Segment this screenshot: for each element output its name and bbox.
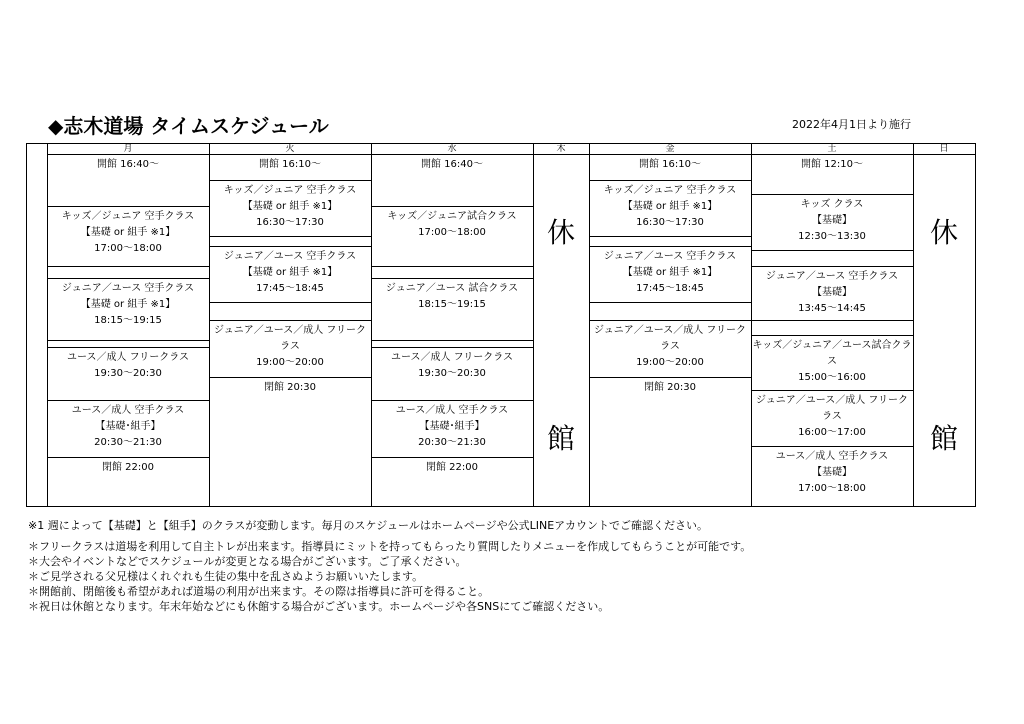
fri-slot-5-line-0: ジュニア／ユース／成人 フリークラス bbox=[593, 325, 747, 352]
mon-slot-6-line-2: 20:30～21:30 bbox=[94, 437, 162, 448]
tue-slot-5-line-2: 19:00～20:00 bbox=[256, 357, 324, 368]
fri-slot-5-line-2: 19:00～20:00 bbox=[636, 357, 704, 368]
wed-slot-3-line-0: ジュニア／ユース 試合クラス bbox=[385, 283, 519, 294]
sat-slot-6-line-2: 16:00～17:00 bbox=[798, 427, 866, 438]
fri-slot-3-line-2: 17:45～18:45 bbox=[636, 283, 704, 294]
tue-slot-6 bbox=[209, 377, 371, 506]
sat-slot-5-line-0: キッズ／ジュニア／ユース試合クラス bbox=[752, 340, 912, 367]
mon-slot-1-line-0: キッズ／ジュニア 空手クラス bbox=[61, 211, 195, 222]
mon-slot-1-line-2: 17:00～18:00 bbox=[94, 243, 162, 254]
sat-slot-0-line-0: 開館 12:10～ bbox=[801, 159, 863, 170]
sat-slot-2 bbox=[751, 250, 913, 267]
wed-slot-0 bbox=[371, 154, 533, 207]
mon-slot-1-line-1: 【基礎 or 組手 ※1】 bbox=[80, 227, 176, 238]
mon-slot-3-line-1: 【基礎 or 組手 ※1】 bbox=[80, 299, 176, 310]
sat-slot-1-line-2: 12:30～13:30 bbox=[798, 231, 866, 242]
tue-slot-1-line-1: 【基礎 or 組手 ※1】 bbox=[242, 201, 338, 212]
tue-slot-3-line-1: 【基礎 or 組手 ※1】 bbox=[242, 267, 338, 278]
tue-slot-0 bbox=[209, 154, 371, 181]
mon-slot-3-line-2: 18:15～19:15 bbox=[94, 315, 162, 326]
mon-slot-1 bbox=[47, 206, 209, 267]
day-header-wed: 水 bbox=[371, 144, 533, 155]
col-blank bbox=[27, 144, 47, 506]
fri-slot-1 bbox=[589, 180, 751, 237]
thu-closed-1: 休 bbox=[546, 216, 575, 249]
wed-slot-5-line-0: ユース／成人 フリークラス bbox=[391, 352, 513, 363]
fri-slot-5 bbox=[589, 320, 751, 378]
fri-slot-1-line-1: 【基礎 or 組手 ※1】 bbox=[622, 201, 718, 212]
mon-slot-6-line-0: ユース／成人 空手クラス bbox=[71, 405, 185, 416]
sat-slot-6 bbox=[751, 390, 913, 447]
tue-slot-4 bbox=[209, 302, 371, 321]
fri-slot-6-line-0: 閉館 20:30 bbox=[644, 382, 696, 393]
mon-slot-6-line-1: 【基礎･組手】 bbox=[95, 421, 161, 432]
sun-closed-1: 休 bbox=[929, 216, 958, 249]
day-header-mon: 月 bbox=[47, 144, 209, 155]
fri-slot-4 bbox=[589, 302, 751, 321]
fri-slot-3-line-1: 【基礎 or 組手 ※1】 bbox=[622, 267, 718, 278]
sat-slot-1-line-1: 【基礎】 bbox=[812, 215, 852, 226]
tue-slot-1-line-0: キッズ／ジュニア 空手クラス bbox=[223, 185, 357, 196]
note-4: ＊開館前、閉館後も希望があれば道場の利用が出来ます。その際は指導員に許可を得ること。 bbox=[28, 585, 490, 598]
fri-slot-3-line-0: ジュニア／ユース 空手クラス bbox=[603, 251, 737, 262]
mon-slot-3-line-0: ジュニア／ユース 空手クラス bbox=[61, 283, 195, 294]
wed-slot-1-line-0: キッズ／ジュニア試合クラス bbox=[387, 211, 517, 222]
tue-slot-3-line-0: ジュニア／ユース 空手クラス bbox=[223, 251, 357, 262]
wed-slot-5-line-2: 19:30～20:30 bbox=[418, 368, 486, 379]
note-1: ＊フリークラスは道場を利用して自主トレが出来ます。指導員にミットを持ってもらったり質問したりメニューを作成してもらうことが可能です。 bbox=[28, 540, 752, 553]
schedule-table bbox=[26, 143, 976, 507]
sat-slot-0 bbox=[751, 154, 913, 195]
tue-slot-5-line-0: ジュニア／ユース／成人 フリークラス bbox=[213, 325, 367, 352]
mon-slot-3 bbox=[47, 278, 209, 341]
tue-slot-1 bbox=[209, 180, 371, 237]
note-5: ＊祝日は休館となります。年末年始などにも休館する場合がございます。ホームページや各SNSにてご確認ください。 bbox=[28, 600, 610, 613]
page-title: ◆志木道場 タイムスケジュール bbox=[48, 114, 329, 138]
sat-slot-5 bbox=[751, 335, 913, 391]
tue-slot-0-line-0: 開館 16:10～ bbox=[259, 159, 321, 170]
day-header-fri: 金 bbox=[589, 144, 751, 155]
notes bbox=[28, 518, 751, 614]
sat-slot-6-line-0: ジュニア／ユース／成人 フリークラス bbox=[755, 395, 909, 422]
wed-slot-3-line-2: 18:15～19:15 bbox=[418, 299, 486, 310]
tue-slot-1-line-2: 16:30～17:30 bbox=[256, 217, 324, 228]
tue-slot-3-line-2: 17:45～18:45 bbox=[256, 283, 324, 294]
fri-slot-0-line-0: 開館 16:10～ bbox=[639, 159, 701, 170]
wed-slot-7 bbox=[371, 457, 533, 506]
day-header-thu: 木 bbox=[533, 144, 589, 155]
mon-slot-0-line-0: 開館 16:40～ bbox=[97, 159, 159, 170]
sat-slot-4 bbox=[751, 320, 913, 336]
wed-slot-6-line-0: ユース／成人 空手クラス bbox=[395, 405, 509, 416]
day-header-sun: 日 bbox=[913, 144, 975, 155]
fri-slot-3 bbox=[589, 246, 751, 303]
fri-slot-1-line-2: 16:30～17:30 bbox=[636, 217, 704, 228]
wed-slot-0-line-0: 開館 16:40～ bbox=[421, 159, 483, 170]
note-3: ＊ご見学される父兄様はくれぐれも生徒の集中を乱さぬようお願いいたします。 bbox=[28, 570, 424, 583]
fri-slot-6 bbox=[589, 377, 751, 506]
wed-slot-7-line-0: 閉館 22:00 bbox=[426, 462, 478, 473]
sat-slot-1-line-0: キッズ クラス bbox=[800, 199, 864, 210]
sat-slot-3-line-0: ジュニア／ユース 空手クラス bbox=[765, 271, 899, 282]
mon-slot-7-line-0: 閉館 22:00 bbox=[102, 462, 154, 473]
mon-slot-5-line-2: 19:30～20:30 bbox=[94, 368, 162, 379]
wed-slot-1 bbox=[371, 206, 533, 267]
note-2: ＊大会やイベントなどでスケジュールが変更となる場合がございます。ご了承ください。 bbox=[28, 555, 467, 568]
sat-slot-1 bbox=[751, 194, 913, 251]
sun-closed-2: 館 bbox=[929, 422, 958, 455]
wed-slot-6 bbox=[371, 400, 533, 458]
sat-slot-7-line-1: 【基礎】 bbox=[812, 467, 852, 478]
sat-slot-7-line-0: ユース／成人 空手クラス bbox=[775, 451, 889, 462]
wed-slot-6-line-1: 【基礎･組手】 bbox=[419, 421, 485, 432]
day-header-tue: 火 bbox=[209, 144, 371, 155]
mon-slot-0 bbox=[47, 154, 209, 207]
effective-date: 2022年4月1日より施行 bbox=[792, 118, 911, 131]
note-0: ※1 週によって【基礎】と【組手】のクラスが変動します。毎月のスケジュールはホームページや公式LINEアカウントでご確認ください。 bbox=[28, 519, 709, 532]
mon-slot-6 bbox=[47, 400, 209, 458]
tue-slot-6-line-0: 閉館 20:30 bbox=[264, 382, 316, 393]
sat-slot-3 bbox=[751, 266, 913, 321]
thu-closed-2: 館 bbox=[546, 422, 575, 455]
mon-slot-5 bbox=[47, 347, 209, 401]
sat-slot-3-line-1: 【基礎】 bbox=[812, 287, 852, 298]
fri-slot-1-line-0: キッズ／ジュニア 空手クラス bbox=[603, 185, 737, 196]
wed-slot-5 bbox=[371, 347, 533, 401]
day-header-sat: 土 bbox=[751, 144, 913, 155]
tue-slot-3 bbox=[209, 246, 371, 303]
sat-slot-7 bbox=[751, 446, 913, 506]
tue-slot-5 bbox=[209, 320, 371, 378]
fri-slot-0 bbox=[589, 154, 751, 181]
mon-slot-5-line-0: ユース／成人 フリークラス bbox=[67, 352, 189, 363]
sat-slot-7-line-2: 17:00～18:00 bbox=[798, 483, 866, 494]
mon-slot-7 bbox=[47, 457, 209, 506]
wed-slot-1-line-2: 17:00～18:00 bbox=[418, 227, 486, 238]
sat-slot-3-line-2: 13:45～14:45 bbox=[798, 303, 866, 314]
sat-slot-5-line-2: 15:00～16:00 bbox=[798, 372, 866, 383]
wed-slot-6-line-2: 20:30～21:30 bbox=[418, 437, 486, 448]
wed-slot-3 bbox=[371, 278, 533, 341]
